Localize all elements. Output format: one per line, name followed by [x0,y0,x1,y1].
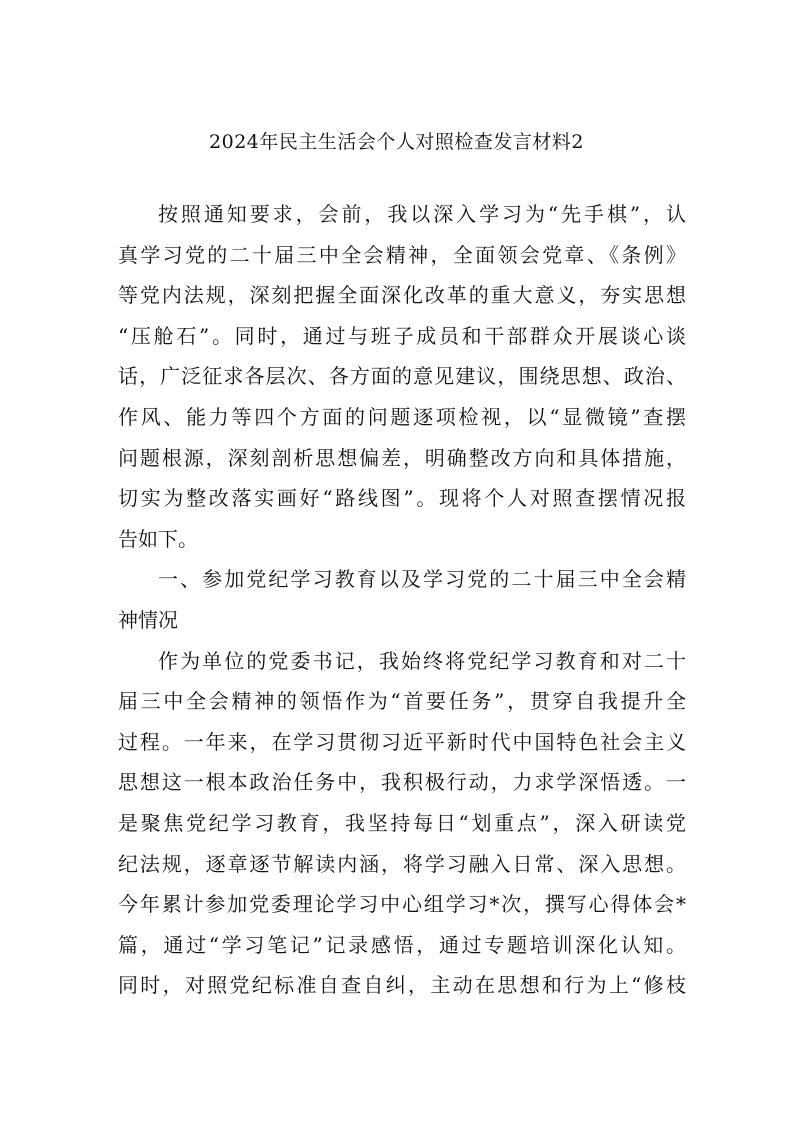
document-title: 2024年民主生活会个人对照检查发言材料2 [209,131,584,153]
text-line: 按照通知要求，会前，我以深入学习为“先手棋”，认 [158,202,686,226]
text-line: 切实为整改落实画好“路线图”。现将个人对照查摆情况报 [118,486,686,511]
text-line: 纪法规，逐章逐节解读内涵，将学习融入日常、深入思想。 [118,851,686,876]
text-line: 过程。一年来，在学习贯彻习近平新时代中国特色社会主义 [118,729,686,754]
text-line: 告如下。 [118,526,198,551]
text-line: 神情况 [118,607,178,632]
text-line: 届三中全会精神的领悟作为“首要任务”，贯穿自我提升全 [118,689,686,714]
text-line: 一、参加党纪学习教育以及学习党的二十届三中全会精 [158,567,686,592]
text-line: 作风、能力等四个方面的问题逐项检视，以“显微镜”查摆 [118,404,686,429]
text-line: “压舱石”。同时，通过与班子成员和干部群众开展谈心谈 [118,323,686,348]
text-line: 话，广泛征求各层次、各方面的意见建议，围绕思想、政治、 [118,364,686,389]
text-line: 同时，对照党纪标准自查自纠，主动在思想和行为上“修枝 [118,973,686,998]
text-line: 真学习党的二十届三中全会精神，全面领会党章、《条例》 [118,242,686,267]
text-line: 等党内法规，深刻把握全面深化改革的重大意义，夯实思想 [118,283,686,308]
text-line: 今年累计参加党委理论学习中心组学习*次，撰写心得体会* [118,892,686,917]
text-line: 作为单位的党委书记，我始终将党纪学习教育和对二十 [158,648,686,673]
text-line: 是聚焦党纪学习教育，我坚持每日“划重点”，深入研读党 [118,810,686,835]
text-line: 思想这一根本政治任务中，我积极行动，力求学深悟透。一 [118,770,686,795]
text-line: 问题根源，深刻剖析思想偏差，明确整改方向和具体措施， [118,445,686,470]
document-body [118,194,686,1006]
text-line: 篇，通过“学习笔记”记录感悟，通过专题培训深化认知。 [118,932,686,957]
